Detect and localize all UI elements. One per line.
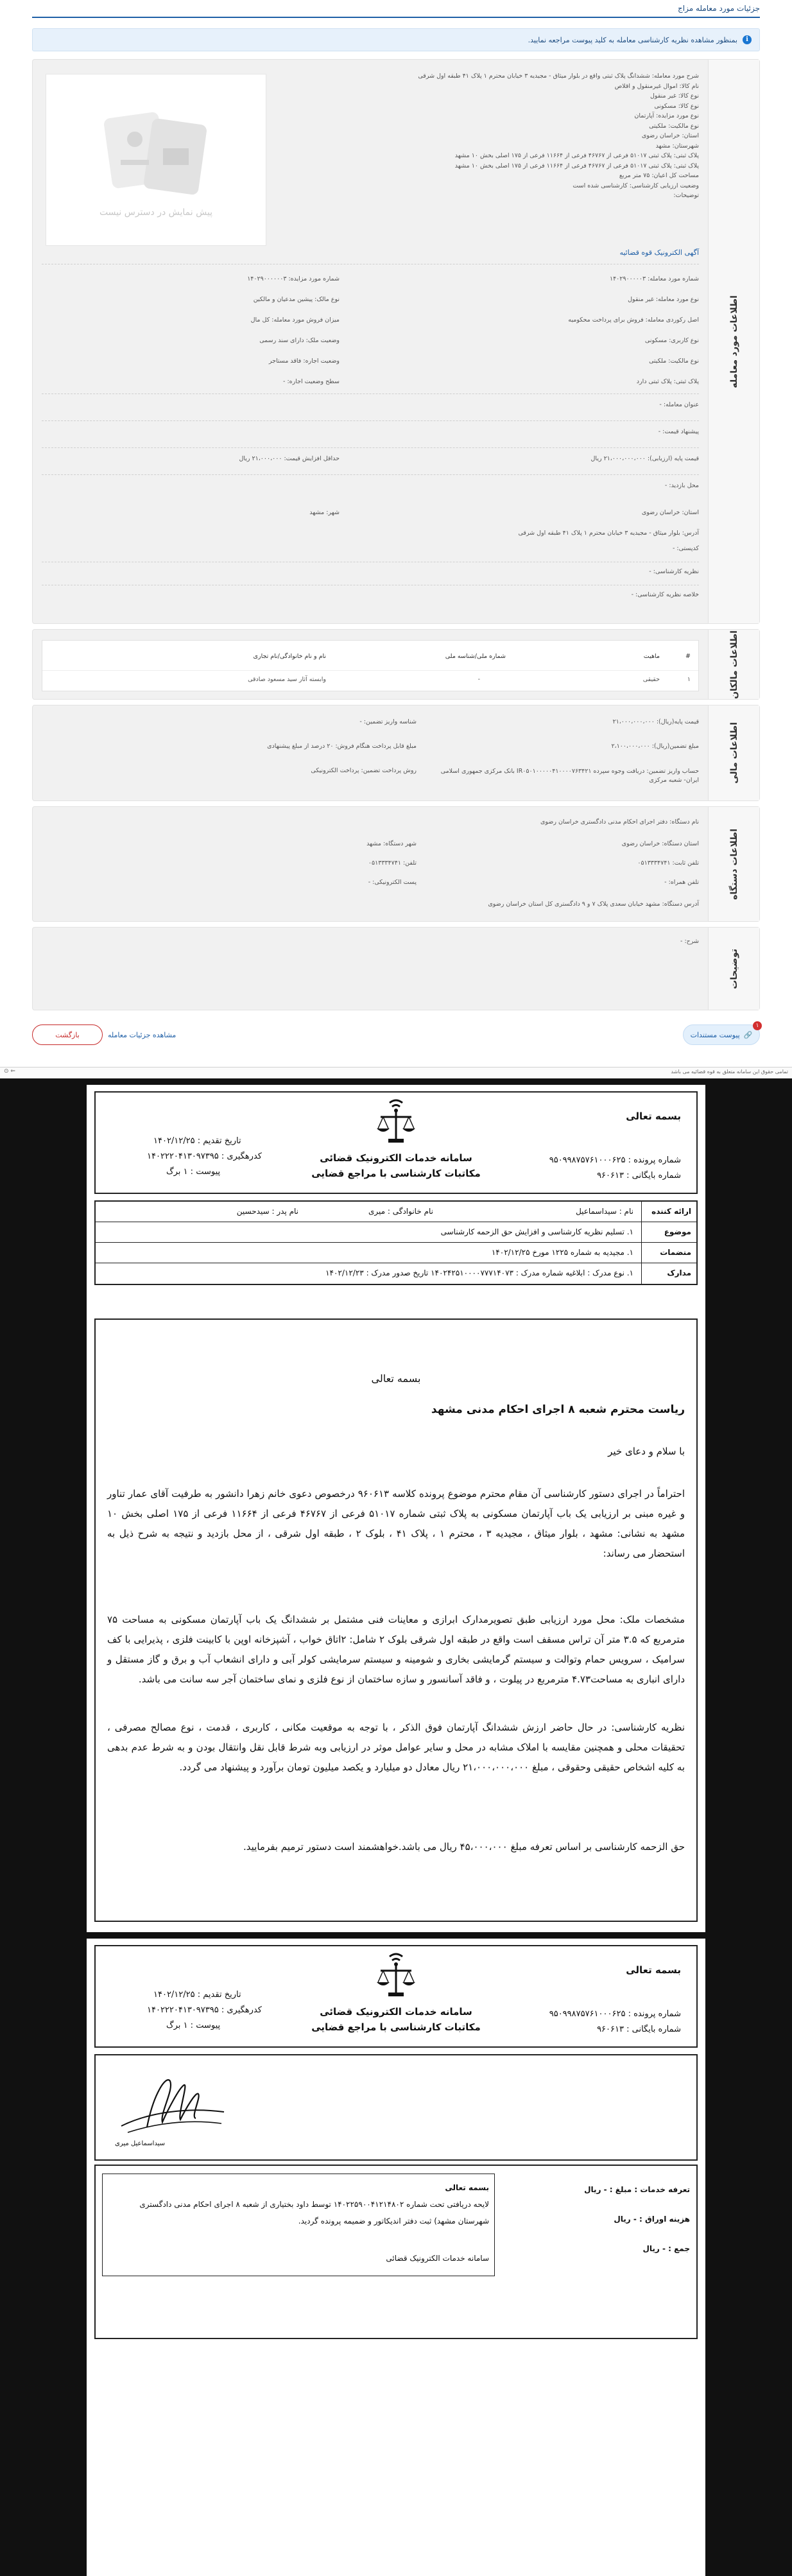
section-side-label: توضیحات [708,928,759,1010]
doc-basmala: بسمه تعالی [626,1111,681,1122]
summary-item: پلاک ثبتی: پلاک ثبتی ۵۱۰۱۷ فرعی از ۴۶۷۶۷ فرعی از ۱۱۶۶۴ فرعی از ۱۷۵ اصلی بخش ۱۰ مشهد [454,162,699,169]
desc-grid [42,938,699,951]
section-side-label: اطلاعات مورد معامله [708,60,759,623]
doc-date: تاریخ تقدیم : ۱۴۰۲/۱۲/۲۵ [153,1990,241,2000]
footer-icons: ⇐ ⊙ [4,1068,15,1075]
owners-table [42,640,699,691]
col-header: # [685,652,691,660]
doc-system-name: سامانه خدمات الکترونیک قضائی [320,1152,472,1164]
doc-tracking: کدرهگیری : ۱۴۰۲۲۲۰۴۱۳۰۹۷۳۹۵ [147,2005,262,2015]
finance-grid [42,718,699,789]
col-header: شماره ملی/شناسه ملی [445,652,506,660]
agency-field: تلفن همراه: - [664,879,699,886]
doc-header [94,1091,698,1194]
detail-field: پیشنهاد قیمت: - [658,428,699,435]
meta-value: نام : سیداسماعیل [576,1207,633,1216]
detail-field: آدرس: بلوار میثاق - مجیدیه ۳ خیابان محترم ۱ پلاک ۴۱ طبقه اول شرقی [518,530,699,537]
signature-box [94,2054,698,2161]
summary-item: نوع مورد مزایده: آپارتمان [634,112,699,119]
fee-line: جمع : - ریال [642,2244,690,2253]
detail-field: نوع کاربری: مسکونی [644,337,699,344]
doc-archive-number: شماره بایگانی : ۹۶۰۶۱۳ [597,1171,681,1180]
detail-field: حداقل افزایش قیمت: ۲۱،۰۰۰،۰۰۰ ریال [239,455,340,462]
paperclip-icon: 🔗 [743,1030,753,1039]
summary-item: نام کالا: اموال غیرمنقول و اقلاص [614,82,699,90]
meta-row [96,1263,696,1284]
doc-letter-body [94,1318,698,1922]
title-rule [32,17,760,18]
section-side-label: اطلاعات مالی [708,705,759,800]
detail-field: عنوان معامله: - [659,401,699,408]
cell: ۱ [687,676,691,683]
cell: وابسته آثار سید مسعود صادقی [248,676,326,683]
agency-field: شهر دستگاه: مشهد [366,840,417,847]
section-side-label: اطلاعات دستگاه [708,807,759,921]
section-description [32,927,760,1010]
doc-attachment: پیوست : ۱ برگ [166,2021,221,2030]
detail-field: نظریه کارشناسی: - [649,568,699,575]
fee-box [94,2165,698,2339]
back-button[interactable]: بازگشت [32,1024,103,1045]
detail-field: شماره مورد مزایده: ۱۴۰۲۹۰۰۰۰۰۰۳ [247,275,340,282]
alert-message: بمنظور مشاهده نظریه کارشناسی معامله به کلید پیوست مراجعه نمایید. [528,35,737,44]
top-bar [0,0,792,18]
meta-value: نام پدر : سیدحسین [236,1207,298,1216]
meta-row [96,1202,696,1222]
document-page-2 [87,1939,705,2576]
agency-field: تلفن: ۰۵۱۳۳۳۴۷۴۱ [368,860,417,867]
finance-field: حساب واریز تضمین: دریافت وجوه سپرده IR۰۵۰۱۰۰۰۰۰۴۱۰۰۰۰۷۶۳۴۲۱ بانک مرکزی جمهوری اسلامی ایران- شعبه مرکزی [440,768,699,784]
handwritten-signature [108,2068,237,2139]
col-header: ماهیت [643,652,660,660]
action-bar [32,1021,760,1049]
detail-field: محل بازدید: - [664,482,699,489]
letter-addressee: ریاست محترم شعبه ۸ اجرای احکام مدنی مشهد [431,1403,685,1416]
footer-text: تمامی حقوق این سامانه متعلق به قوه قضائیه می باشد [671,1069,788,1075]
section-owners [32,629,760,700]
desc-field: شرح: - [680,938,699,945]
section-finance [32,705,760,801]
meta-value: نام خانوادگی : میری [368,1207,433,1216]
letter-greeting: با سلام و دعای خیر [608,1446,685,1457]
meta-row [96,1222,696,1243]
image-placeholder-icon [101,102,211,198]
doc-system-subtitle: مکاتبات کارشناسی با مراجع قضایی [311,1168,481,1179]
summary-item: مساحت کل اعیان: ۷۵ متر مربع [619,172,699,179]
summary-item: توضیحات: [673,192,699,199]
summary-item: شرح مورد معامله: ششدانگ پلاک ثبتی واقع در بلوار میثاق - مجیدیه ۳ خیابان محترم ۱ پلاک ۴۱ طبقه اول شرقی [418,73,699,80]
section-deal-info [32,59,760,624]
fee-line: تعرفه خدمات : مبلغ : - ریال [584,2185,690,2194]
meta-row [96,1243,696,1263]
agency-field: تلفن ثابت: ۰۵۱۳۳۳۴۷۴۱ [637,860,699,867]
detail-field: نوع مورد معامله: غیر منقول [628,296,699,303]
info-icon: i [743,35,752,44]
attach-documents-button[interactable] [683,1024,760,1045]
section-agency [32,806,760,922]
letter-fee-line: حق الزحمه کارشناسی بر اساس تعرفه مبلغ ۴۵،۰۰۰،۰۰۰ ریال می باشد.خواهشمند است دستور ترمیم بفرمایید. [243,1841,685,1853]
detail-field: پلاک ثبتی: پلاک ثبتی دارد [636,378,699,385]
detail-field: نوع مالکیت: ملکیتی [649,358,699,365]
meta-label: منضمات [641,1243,696,1263]
doc-file-number: شماره پرونده : ۹۵۰۹۹۸۷۵۷۶۱۰۰۰۶۲۵ [549,1155,681,1165]
divider [42,420,699,421]
document-page-1 [87,1085,705,1932]
finance-field: مبلغ قابل پرداخت هنگام فروش: ۲۰ درصد از مبلغ پیشنهادی [267,743,417,750]
summary-item: نوع مالکیت: ملکیتی [649,122,699,130]
detail-field: شهر: مشهد [309,509,340,516]
agency-grid [42,818,699,915]
summary-item: استان: خراسان رضوی [641,132,699,139]
table-row[interactable] [42,670,698,688]
attach-count-badge: ۱ [753,1021,762,1030]
agency-field: نام دستگاه: دفتر اجرای احکام مدنی دادگستری خراسان رضوی [540,818,699,826]
meta-value: ۱. تسلیم نظریه کارشناسی و افزایش حق الزحمه کارشناسی [440,1227,633,1236]
section-side-label: اطلاعات مالکان [708,630,759,699]
scales-of-justice-icon [375,1951,417,2000]
details-grid [42,275,699,609]
doc-file-number: شماره پرونده : ۹۵۰۹۹۸۷۵۷۶۱۰۰۰۶۲۵ [549,2009,681,2019]
summary-list [404,71,699,201]
detail-field: استان: خراسان رضوی [641,509,699,516]
scales-of-justice-icon [375,1098,417,1146]
detail-field: سطح وضعیت اجاره: - [283,378,340,385]
detail-field: میزان فروش مورد معامله: کل مال [250,316,340,324]
agency-field: استان دستگاه: خراسان رضوی [621,840,699,847]
meta-label: مدارک [641,1263,696,1284]
detail-field: وضعیت ملک: دارای سند رسمی [259,337,340,344]
detail-field: وضعیت اجاره: فاقد مستاجر [268,358,340,365]
detail-field: نوع مالک: پیشین مدعیان و مالکین [253,296,340,303]
finance-field: قیمت پایه(ریال): ۲۱،۰۰۰،۰۰۰،۰۰۰ [612,718,699,725]
meta-label: ارائه کننده [641,1202,696,1222]
letter-paragraph: نظریه کارشناسی: در حال حاضر ارزش ششدانگ آپارتمان فوق الذکر ، با توجه به موقعیت مکانی ، کاربری ، قدمت ، نوع مصالح مصرفی ، تحقیقات محلی و همچنین مقایسه با املاک مشابه در محل و سایر عوامل موثر در ارزیابی وبه شرط قابل نقل وانتقال بودن و به شرط عدم بدهی به کلیه اشخاص حقیقی وحقوقی ، مبلغ ۲۱،۰۰۰،۰۰۰،۰۰۰ ریال معادل دو میلیارد و یکصد میلیون تومان برآورد و پیشنهاد می گردد. [107,1722,685,1773]
summary-item: شهرستان: مشهد [655,142,699,150]
fee-line: هزینه اوراق : - ریال [614,2215,690,2224]
letter-basmala: بسمه تعالی [371,1372,421,1385]
finance-field: روش پرداخت تضمین: پرداخت الکترونیکی [311,767,417,774]
meta-label: موضوع [641,1222,696,1242]
detail-field: اصل رکوردی معامله: فروش برای پرداخت محکومیه [568,316,699,324]
meta-value: ۱. نوع مدرک : ابلاغیه شماره مدرک : ۱۴۰۲۴۲۵۱۰۰۰۰۷۷۷۱۴۰۷۳ تاریخ صدور مدرک : ۱۴۰۲/۱۲/۲۳ [325,1268,633,1277]
doc-basmala: بسمه تعالی [626,1964,681,1976]
photo-preview [46,74,266,246]
page-title: جزئیات مورد معامله مزاج [678,4,760,13]
footer [0,1067,792,1077]
cell: حقیقی [642,676,660,683]
detail-field: شماره مورد معامله: ۱۴۰۲۹۰۰۰۰۰۳ [609,275,699,282]
col-header: نام و نام خانوادگی/نام تجاری [253,652,326,660]
doc-system-name: سامانه خدمات الکترونیک قضائی [320,2006,472,2018]
left-actions [32,1024,176,1045]
detail-field: قیمت پایه (ارزیابی): ۲۱،۰۰۰،۰۰۰،۰۰۰ ریال [590,455,699,462]
photo-placeholder-text: پیش نمایش در دسترس نیست [99,207,213,218]
receipt-system: سامانه خدمات الکترونیک قضائی [386,2254,489,2263]
doc-tracking: کدرهگیری : ۱۴۰۲۲۲۰۴۱۳۰۹۷۳۹۵ [147,1152,262,1161]
table-header [42,647,698,665]
summary-item: پلاک ثبتی: پلاک ثبتی ۵۱۰۱۷ فرعی از ۴۶۷۶۷ فرعی از ۱۱۶۶۴ فرعی از ۱۷۵ اصلی بخش ۱۰ مشهد [454,152,699,159]
receipt-text: لایحه دریافتی تحت شماره ۱۴۰۲۲۵۹۰۰۴۱۲۱۴۸۰۲ توسط داود بختیاری از شعبه ۸ اجرای احکام مدنی دادگستری شهرستان مشهد) ثبت دفتر اندیکاتور و ضمیمه پرونده گردید. [139,2200,489,2226]
divider [42,447,699,448]
doc-archive-number: شماره بایگانی : ۹۶۰۶۱۳ [597,2025,681,2034]
ad-link[interactable]: آگهی الکترونیک قوه قضائیه [619,248,699,257]
finance-field: مبلغ تضمین(ریال): ۲،۱۰۰،۰۰۰،۰۰۰ [611,743,699,750]
meta-value: ۱. مجیدیه به شماره ۱۲۲۵ مورخ ۱۴۰۲/۱۲/۲۵ [491,1248,633,1257]
summary-item: نوع کالا: غیر منقول [650,92,699,99]
info-alert [32,28,760,51]
agency-field: آدرس دستگاه: مشهد خیابان سعدی پلاک ۷ و ۹ دادگستری کل استان خراسان رضوی [488,901,699,908]
cell: - [478,676,480,683]
doc-header [94,1945,698,2048]
view-details-link[interactable]: مشاهده جزئیات معامله [108,1030,176,1039]
finance-field: شناسه واریز تضمین: - [359,718,417,725]
doc-date: تاریخ تقدیم : ۱۴۰۲/۱۲/۲۵ [153,1136,241,1146]
detail-field: کدپستی: - [672,545,699,552]
divider [42,393,699,394]
doc-attachment: پیوست : ۱ برگ [166,1167,221,1177]
attach-label: پیوست مستندات [690,1030,740,1039]
document-viewer[interactable] [0,1078,792,2576]
doc-meta-table [94,1200,698,1285]
divider [42,474,699,475]
signer-name: سیداسماعیل میری [115,2140,166,2147]
letter-paragraph: احتراماً در اجرای دستور کارشناسی آن مقام محترم موضوع پرونده کلاسه ۹۶۰۶۱۳ درخصوص دعوی خانم زهرا دانشور به طرفیت آقای عمار تناور و غیره مبنی بر ارزیابی یک باب آپارتمان مسکونی به پلاک ثبتی شماره ۵۱۰۱۷ فرعی از ۴۶۷۶۷ فرعی از ۱۱۶۶۴ فرعی از ۱۷۵ اصلی بخش ۱۰ مشهد به نشانی: مشهد ، بلوار میثاق ، مجیدیه ۳ ، محترم ۱ ، پلاک ۴۱ ، بلوک ۲ ، طبقه اول شرقی ، از محل بازدید و نتیجه به شرح ذیل به استحضار می رساند: [107,1488,685,1559]
detail-field: خلاصه نظریه کارشناسی: - [631,591,699,598]
receipt-box [102,2174,495,2276]
summary-item: نوع کالا: مسکونی [654,102,699,110]
letter-paragraph: مشخصات ملک: محل مورد ارزیابی طبق تصویرمدارک ابرازی و معاینات فنی مشتمل بر ششدانگ یک باب آپارتمان مسکونی به مساحت ۷۵ مترمربع که ۳.۵ متر آن تراس مسقف است واقع در طبقه اول شرقی بلوک ۲ شامل: ۲اتاق خواب ، آشپزخانه اوپن با کابینت فلزی ، پذیرایی با کف سرامیک ، سرویس حمام وتوالت و سیستم گرمایشی بخاری و شومینه و سیستم سرمایشی کولر آبی و دارای انشعاب آب و برق و گاز مستقل و دارای انباری به مساحت۴.۷۳ مترمربع در پیلوت ، و فاقد آسانسور و سازه ساختمان از نوع فلزی و نمای ساختمان آجر سه سانت می باشد. [107,1614,685,1685]
receipt-heading: بسمه تعالی [445,2183,489,2192]
agency-field: پست الکترونیکی: - [368,879,417,886]
summary-item: وضعیت ارزیابی کارشناسی: کارشناسی شده است [572,182,699,189]
doc-system-subtitle: مکاتبات کارشناسی با مراجع قضایی [311,2021,481,2033]
